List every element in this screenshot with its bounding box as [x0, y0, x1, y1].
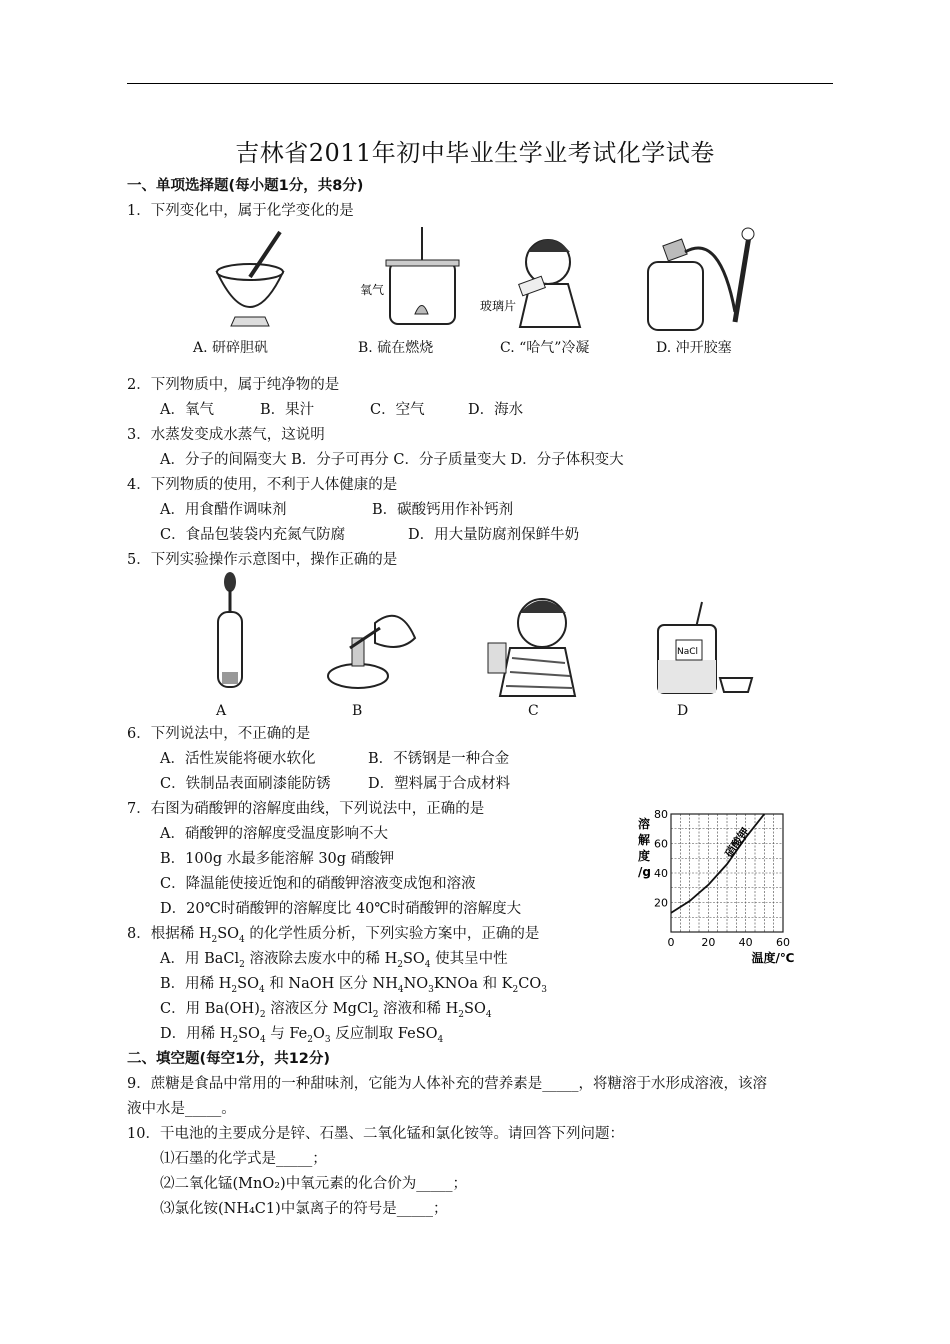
q2-option-d: D．海水 — [468, 402, 524, 418]
q3-options: A．分子的间隔变大 B．分子可再分 C．分子质量变大 D．分子体积变大 — [160, 452, 624, 468]
q5-jar-figure — [652, 600, 762, 695]
series-label: 硝酸钾 — [722, 825, 753, 860]
q3-stem: 3．水蒸发变成水蒸气，这说明 — [127, 427, 325, 443]
q1-oxygen-label: 氧气 — [360, 283, 385, 297]
q4-option-c: C．食品包装袋内充氮气防腐 — [160, 527, 346, 543]
q4-stem: 4．下列物质的使用，不利于人体健康的是 — [127, 477, 398, 493]
q4-option-a: A．用食醋作调味剂 — [160, 502, 287, 518]
q1-mortar-figure — [205, 222, 295, 332]
y-tick-label: 60 — [654, 837, 668, 851]
x-axis-label: 温度/℃ — [751, 951, 795, 965]
q4-option-d: D．用大量防腐剂保鲜牛奶 — [408, 527, 580, 543]
y-tick-label: 40 — [654, 867, 668, 880]
q8-stem-post: 的化学性质分析，下列实验方案中，正确的是 — [249, 926, 540, 942]
q2-option-b: B．果汁 — [260, 402, 315, 418]
q1-caption-d: D. 冲开胶塞 — [656, 340, 732, 356]
q6-option-d: D．塑料属于合成材料 — [368, 776, 511, 792]
q1-jar-figure — [360, 222, 460, 332]
q4-option-b: B．碳酸钙用作补钙剂 — [372, 502, 514, 518]
q7-option-d: D．20℃时硝酸钾的溶解度比 40℃时硝酸钾的溶解度大 — [160, 901, 522, 917]
q5-stem: 5．下列实验操作示意图中，操作正确的是 — [127, 552, 398, 568]
solubility-chart — [636, 806, 796, 966]
q8-option-a: A．用 BaCl$_2$ 溶液除去废水中的稀 $H_2SO_4$ 使其呈中性 — [160, 951, 508, 970]
q2-option-c: C．空气 — [370, 402, 425, 418]
q5-caption-a: A — [216, 703, 227, 719]
y-tick-label: 80 — [654, 808, 668, 821]
y-tick-label: 20 — [654, 896, 668, 910]
q8-stem: 8．根据稀 $H_2SO_4$ 的化学性质分析，下列实验方案中，正确的是 — [127, 926, 540, 945]
q5-nacl-label: NaCl — [677, 647, 699, 657]
page-title: 吉林省2011年初中毕业生学业考试化学试卷 — [235, 139, 715, 167]
q1-caption-b: B. 硫在燃烧 — [358, 340, 434, 356]
q7-option-a: A．硝酸钾的溶解度受温度影响不大 — [160, 826, 388, 842]
header-rule — [127, 83, 833, 84]
q2-stem: 2．下列物质中，属于纯净物的是 — [127, 377, 340, 393]
y-axis-label-char: 度 — [638, 849, 651, 863]
q5-caption-b: B — [352, 703, 363, 719]
y-axis-label-char: 溶 — [638, 817, 651, 831]
q10-part-1: ⑴石墨的化学式是_____； — [160, 1151, 327, 1167]
q1-caption-a: A. 研碎胆矾 — [193, 340, 269, 356]
q10-part-2: ⑵二氧化锰(MnO₂)中氧元素的化合价为_____； — [160, 1176, 467, 1192]
q7-stem: 7．右图为硝酸钾的溶解度曲线，下列说法中，正确的是 — [127, 801, 485, 817]
x-tick-label: 0 — [667, 936, 675, 949]
x-tick-label: 20 — [701, 936, 716, 949]
q7-option-c: C．降温能使接近饱和的硝酸钾溶液变成饱和溶液 — [160, 876, 476, 892]
x-tick-label: 60 — [776, 936, 790, 949]
q1-caption-c: C. “哈气”冷凝 — [500, 340, 590, 356]
y-axis-label-char: 解 — [638, 833, 651, 847]
q9-line-1: 9．蔗糖是食品中常用的一种甜味剂，它能为人体补充的营养素是_____，将糖溶于水形成溶液，该溶 — [127, 1076, 767, 1092]
q5-lamp-figure — [320, 598, 420, 693]
q5-caption-d: D — [677, 703, 689, 719]
section-2-heading: 二、填空题(每空1分，共12分) — [127, 1051, 331, 1067]
q8-stem-pre: 8．根据稀 H — [127, 926, 212, 942]
q5-caption-c: C — [528, 703, 539, 719]
y-axis-label-char: /g — [638, 865, 651, 879]
q1-girl-figure — [480, 222, 590, 332]
q8-option-d: D．用稀 $H_2SO_4$ 与 $Fe_2O_3$ 反应制取 FeSO$_4$ — [160, 1026, 444, 1045]
q1-glass-label: 玻璃片 — [480, 299, 517, 313]
section-1-heading: 一、单项选择题(每小题1分，共8分) — [127, 178, 364, 194]
q5-boy-figure — [470, 588, 580, 698]
q6-option-b: B．不锈钢是一种合金 — [368, 751, 510, 767]
q6-option-a: A．活性炭能将硬水软化 — [160, 751, 316, 767]
q9-line-2: 液中水是_____。 — [127, 1101, 236, 1117]
q1-stem: 1．下列变化中，属于化学变化的是 — [127, 203, 354, 219]
q8-option-c: C．用 $Ba(OH)_2$ 溶液区分 MgCl$_2$ 溶液和稀 $H_2SO_4$ — [160, 1001, 492, 1020]
q10-stem: 10．干电池的主要成分是锌、石墨、二氧化锰和氯化铵等。请回答下列问题： — [127, 1126, 624, 1142]
q10-part-3: ⑶氯化铵(NH₄C1)中氯离子的符号是_____； — [160, 1201, 448, 1217]
q7-option-b: B．100g 水最多能溶解 30g 硝酸钾 — [160, 851, 395, 867]
q2-option-a: A．氧气 — [160, 402, 214, 418]
q8-option-b: B．用稀 $H_2SO_4$ 和 NaOH 区分 $NH_4NO_3KNOa$ 和 $K_2CO_3$ — [160, 976, 547, 995]
q1-flask-figure — [640, 222, 770, 332]
x-tick-label: 40 — [738, 936, 753, 949]
q5-dropper-figure — [200, 572, 260, 692]
q6-option-c: C．铁制品表面刷漆能防锈 — [160, 776, 331, 792]
q6-stem: 6．下列说法中，不正确的是 — [127, 726, 311, 742]
